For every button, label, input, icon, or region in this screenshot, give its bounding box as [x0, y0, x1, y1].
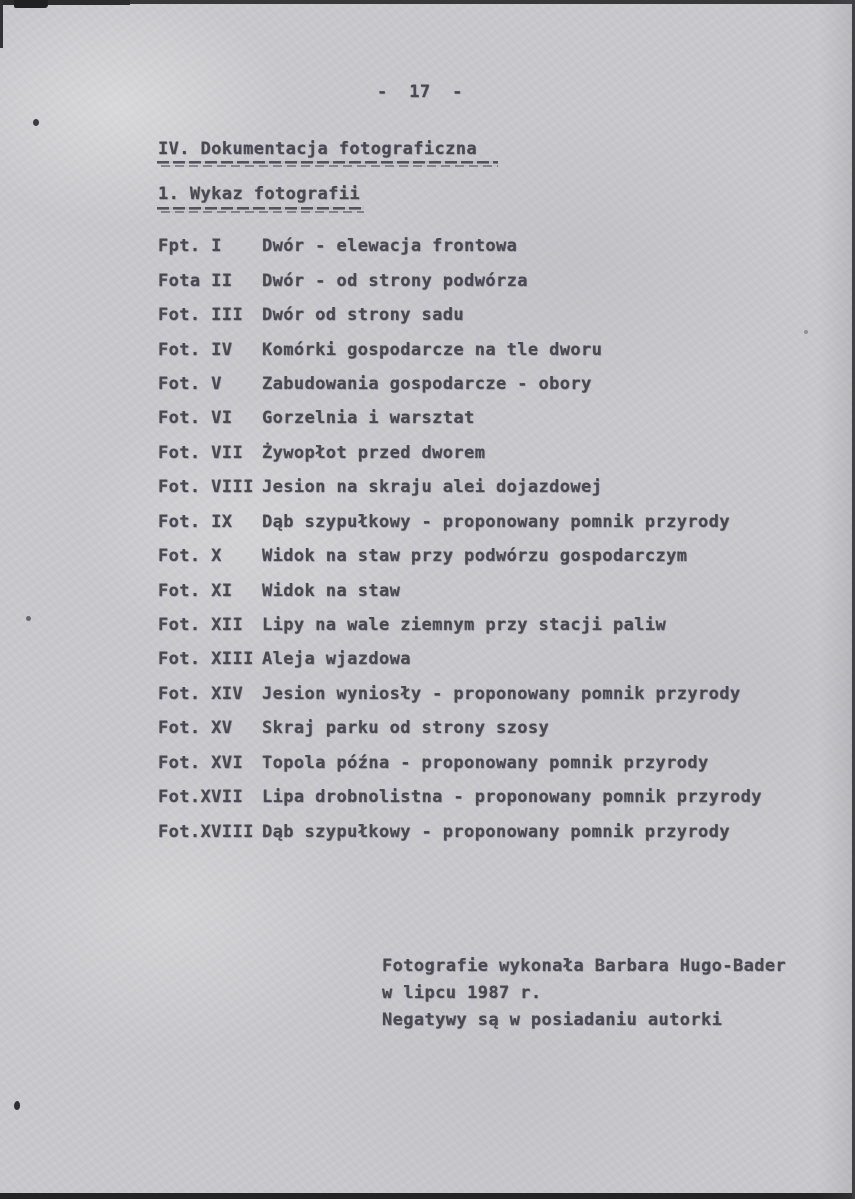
photo-list-item: [158, 367, 818, 401]
photo-list-item: [158, 505, 818, 539]
ink-speck: [14, 1101, 20, 1110]
photo-description: Gorzelnia i warsztat: [262, 408, 475, 429]
photo-label: Fpt. I: [158, 236, 222, 257]
footer-line: Fotografie wykonała Barbara Hugo-Bader: [382, 956, 787, 976]
photo-list-item: [158, 780, 818, 814]
photo-description: Dwór - od strony podwórza: [262, 270, 528, 291]
photo-list-item: [158, 298, 818, 332]
photo-list-item: [158, 263, 818, 297]
photo-description: Dwór od strony sadu: [262, 305, 465, 326]
footer-line: w lipcu 1987 r.: [382, 983, 542, 1003]
footer-line: Negatywy są w posiadaniu autorki: [382, 1010, 723, 1030]
list-heading: 1. Wykaz fotografii: [158, 184, 361, 204]
photo-list-item: [158, 539, 818, 573]
footer-credit: [382, 953, 786, 1034]
photo-label: Fot. XIV: [158, 683, 244, 704]
scan-edge-bottom: [0, 1193, 855, 1199]
page-number: - 17 -: [377, 82, 463, 102]
photo-list-item: [158, 814, 818, 848]
photo-list: [158, 229, 818, 849]
photo-description: Lipy na wale ziemnym przy stacji paliw: [262, 615, 667, 636]
photo-label: Fot. III: [158, 305, 244, 326]
photo-list-item: [158, 229, 818, 263]
photo-description: Jesion na skraju alei dojazdowej: [262, 477, 603, 498]
photo-list-item: [158, 711, 818, 745]
photo-label: Fota II: [158, 270, 233, 291]
section-heading: IV. Dokumentacja fotograficzna: [158, 139, 478, 159]
photo-list-item: [158, 436, 818, 470]
photo-label: Fot. XVI: [158, 752, 244, 773]
photo-description: Komórki gospodarcze na tle dworu: [262, 339, 603, 360]
photo-list-item: [158, 401, 818, 435]
photo-description: Lipa drobnolistna - proponowany pomnik przyrody: [262, 787, 762, 808]
ink-speck: [33, 119, 39, 126]
photo-list-item: [158, 642, 818, 676]
photo-description: Jesion wyniosły - proponowany pomnik przyrody: [262, 683, 741, 704]
photo-label: Fot.XVIII: [158, 821, 254, 842]
scan-edge-top-blob: [14, 0, 48, 8]
scan-edge-left: [0, 0, 3, 48]
photo-list-item: [158, 608, 818, 642]
photo-list-item: [158, 332, 818, 366]
photo-list-item: [158, 677, 818, 711]
photo-list-item: [158, 746, 818, 780]
photo-label: Fot. X: [158, 546, 222, 567]
photo-list-item: [158, 573, 818, 607]
photo-label: Fot. XII: [158, 615, 244, 636]
photo-label: Fot.XVII: [158, 787, 244, 808]
photo-label: Fot. XV: [158, 718, 233, 739]
photo-description: Widok na staw: [262, 580, 401, 601]
photo-label: Fot. VIII: [158, 477, 254, 498]
photo-label: Fot. VI: [158, 408, 233, 429]
photo-description: Skraj parku od strony szosy: [262, 718, 550, 739]
photo-description: Dąb szypułkowy - proponowany pomnik przyrody: [262, 821, 730, 842]
section-heading-underline: [157, 161, 498, 167]
photo-list-item: [158, 470, 818, 504]
photo-description: Dąb szypułkowy - proponowany pomnik przyrody: [262, 511, 730, 532]
photo-description: Topola późna - proponowany pomnik przyrody: [262, 752, 709, 773]
photo-label: Fot. XIII: [158, 649, 254, 670]
photo-description: Aleja wjazdowa: [262, 649, 411, 670]
photo-label: Fot. V: [158, 373, 222, 394]
ink-speck: [26, 616, 31, 621]
photo-label: Fot. VII: [158, 442, 244, 463]
scan-edge-right-shade: [818, 0, 852, 1199]
photo-description: Zabudowania gospodarcze - obory: [262, 373, 592, 394]
photo-description: Widok na staw przy podwórzu gospodarczym: [262, 546, 688, 567]
photo-description: Dwór - elewacja frontowa: [262, 236, 518, 257]
photo-label: Fot. IV: [158, 339, 233, 360]
list-heading-underline: [157, 207, 364, 213]
photo-label: Fot. IX: [158, 511, 233, 532]
photo-label: Fot. XI: [158, 580, 233, 601]
photo-description: Żywopłot przed dworem: [262, 442, 486, 463]
